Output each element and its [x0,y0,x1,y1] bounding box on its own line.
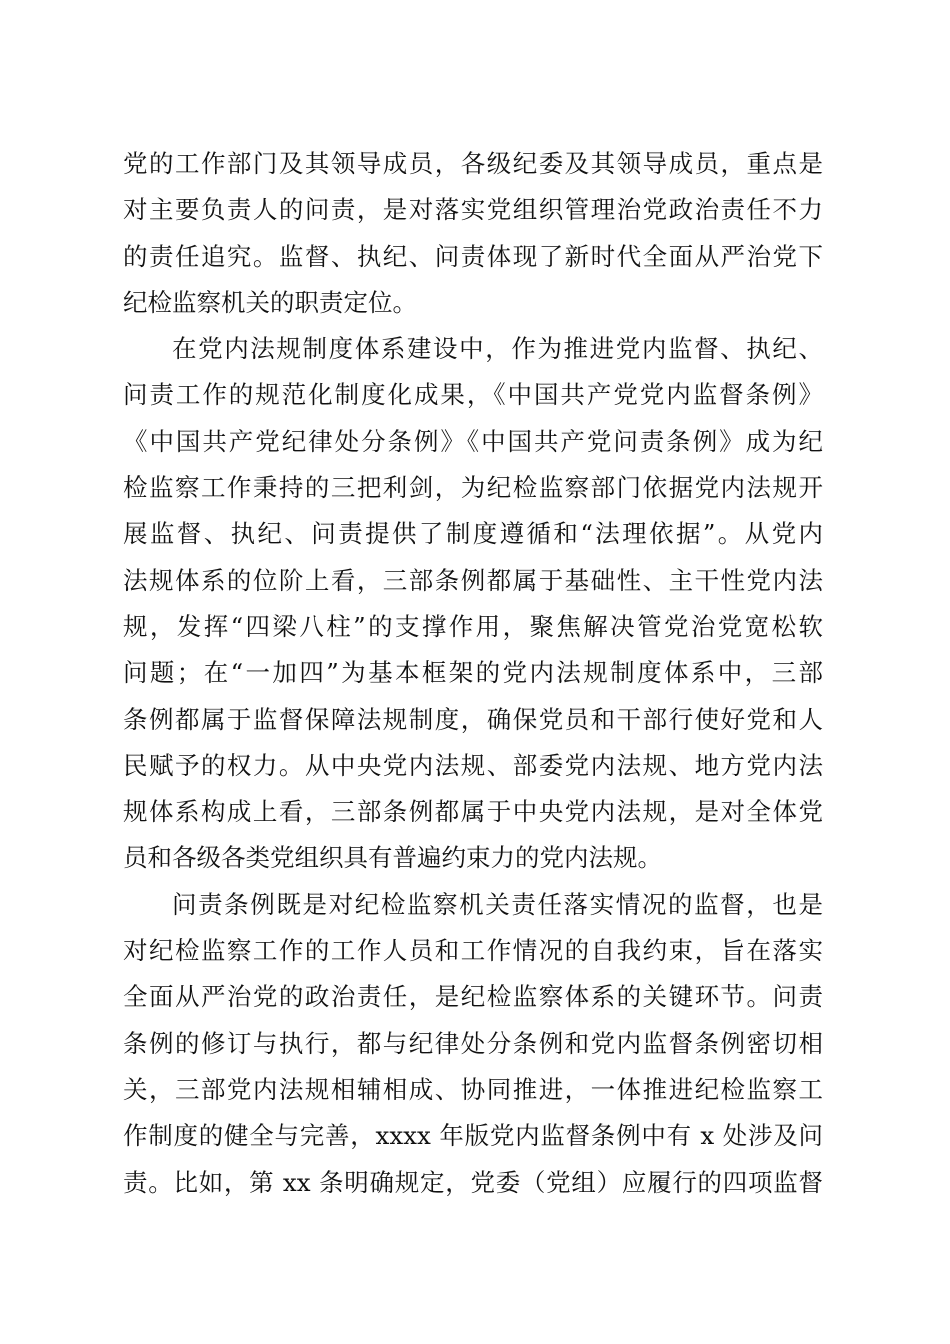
text-line: 《中国共产党纪律处分条例》《中国共产党问责条例》成为纪 [123,426,823,456]
text-line: 作制度的健全与完善，xxxx 年版党内监督条例中有 x 处涉及问 [123,1121,823,1151]
text-line: 条例都属于监督保障法规制度，确保党员和干部行使好党和人 [123,704,823,734]
text-line: 展监督、执纪、问责提供了制度遵循和“法理依据”。从党内 [123,519,823,549]
text-line: 全面从严治党的政治责任，是纪检监察体系的关键环节。问责 [123,982,823,1012]
text-line: 责。比如，第 xx 条明确规定，党委（党组）应履行的四项监督 [123,1167,823,1197]
text-line: 规体系构成上看，三部条例都属于中央党内法规，是对全体党 [123,797,823,827]
document-body [123,141,823,1206]
text-line: 的责任追究。监督、执纪、问责体现了新时代全面从严治党下 [123,241,823,271]
text-line: 党的工作部门及其领导成员，各级纪委及其领导成员，重点是 [123,149,823,178]
text-line: 问责条例既是对纪检监察机关责任落实情况的监督，也是 [172,889,823,919]
text-line: 关，三部党内法规相辅相成、协同推进，一体推进纪检监察工 [123,1074,823,1104]
paragraph-2 [123,326,823,882]
text-line: 民赋予的权力。从中央党内法规、部委党内法规、地方党内法 [123,750,823,780]
text-line: 法规体系的位阶上看，三部条例都属于基础性、主干性党内法 [123,565,823,595]
text-line: 规，发挥“四梁八柱”的支撑作用，聚焦解决管党治党宽松软 [123,611,823,641]
text-line: 问题；在“一加四”为基本框架的党内法规制度体系中，三部 [123,658,823,688]
text-line: 纪检监察机关的职责定位。 [123,287,417,317]
paragraph-1 [123,141,823,326]
text-line: 问责工作的规范化制度化成果，《中国共产党党内监督条例》 [123,380,823,410]
text-line: 员和各级各类党组织具有普遍约束力的党内法规。 [123,843,662,873]
text-line: 检监察工作秉持的三把利剑，为纪检监察部门依据党内法规开 [123,473,823,503]
text-line: 在党内法规制度体系建设中，作为推进党内监督、执纪、 [172,334,823,364]
text-line: 对主要负责人的问责，是对落实党组织管理治党政治责任不力 [123,195,823,225]
text-line: 对纪检监察工作的工作人员和工作情况的自我约束，旨在落实 [123,936,823,966]
paragraph-3 [123,882,823,1206]
text-line: 条例的修订与执行，都与纪律处分条例和党内监督条例密切相 [123,1028,823,1058]
